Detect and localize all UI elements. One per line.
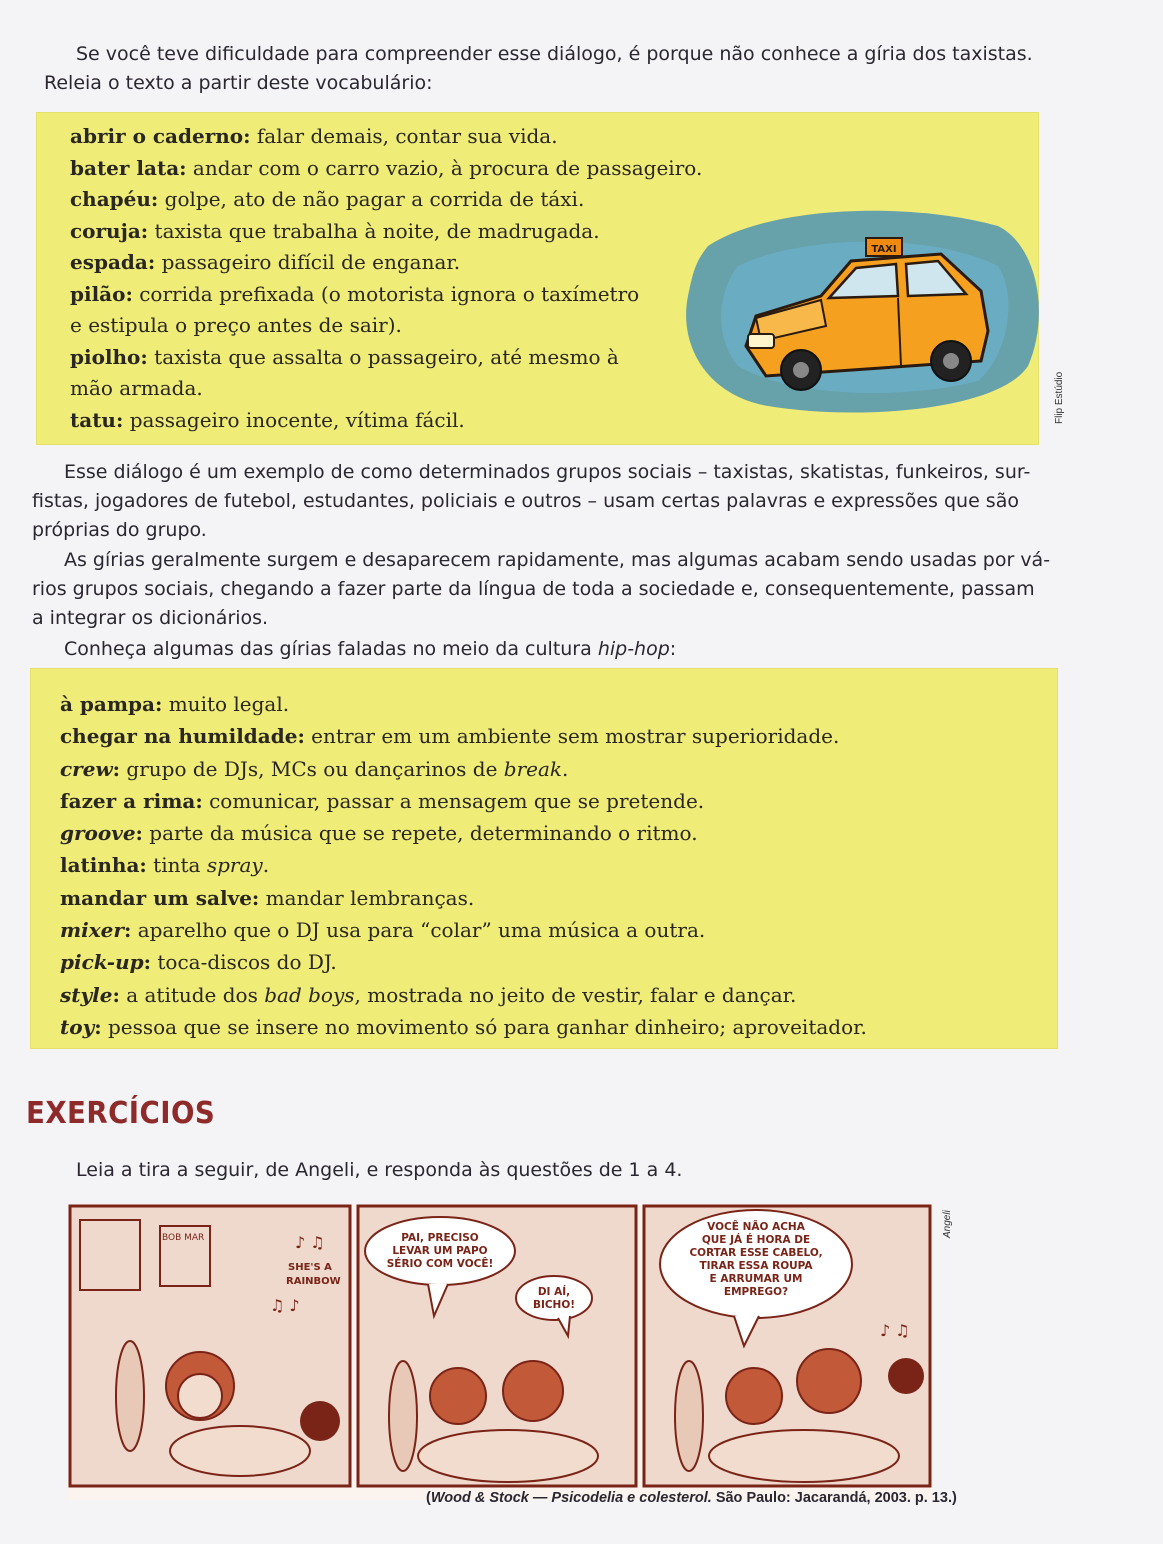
body-line: próprias do grupo. [32, 519, 207, 542]
glossary-definition: a atitude dos [119, 982, 265, 1007]
glossary-term: piolho: [70, 344, 148, 369]
glossary-definition: falar demais, contar sua vida. [250, 124, 558, 148]
panel3-bubble-l3: CORTAR ESSE CABELO, [689, 1247, 823, 1259]
comic-caption [426, 1490, 957, 1506]
glossary-entry [60, 849, 867, 881]
glossary-definition-after: . [262, 853, 270, 878]
glossary-colon: : [123, 918, 132, 943]
caption-rest: São Paulo: Jacarandá, 2003. p. 13.) [711, 1490, 957, 1506]
glossary-definition: grupo de DJs, MCs ou dançarinos de [120, 756, 504, 781]
body-line: rios grupos sociais, chegando a fazer parte da língua de toda a sociedade e, consequentemente, passam [32, 577, 1035, 600]
glossary-entry [70, 121, 702, 153]
glossary-definition: golpe, ato de não pagar a corrida de táxi. [158, 187, 585, 211]
glossary-term: mandar um salve: [60, 885, 260, 910]
glossary-entry [60, 882, 867, 914]
panel2-bubble2-l2: BICHO! [532, 1299, 576, 1311]
intro-line-2: Releia o texto a partir deste vocabulário: [44, 72, 433, 94]
glossary-entry [60, 785, 867, 817]
glossary-entry [60, 720, 867, 752]
glossary-definition: parte da música que se repete, determinando o ritmo. [142, 821, 698, 846]
glossary-entry-continued [70, 310, 702, 342]
glossary-entry [70, 216, 702, 248]
glossary-colon: : [112, 982, 120, 1007]
glossary-colon: : [94, 1014, 102, 1039]
body-text [32, 458, 1052, 633]
glossary-definition: passageiro difícil de enganar. [155, 250, 461, 274]
hiphop-intro-before: Conheça algumas das gírias faladas no meio da cultura [64, 638, 598, 660]
glossary-definition: tinta [146, 853, 207, 878]
glossary-term: chapéu: [70, 187, 159, 211]
glossary-definition: aparelho que o DJ usa para “colar” uma música a outra. [131, 918, 706, 943]
glossary-entry [60, 688, 867, 720]
glossary-term: pick-up [60, 950, 144, 975]
glossary-term: espada: [70, 250, 156, 274]
panel3-bubble-l2: QUE JÁ É HORA DE [701, 1234, 811, 1246]
glossary-colon: : [112, 756, 121, 781]
comic-credit: Angeli [942, 1210, 953, 1238]
taxi-glossary-list [70, 121, 702, 436]
glossary-term: bater lata: [70, 155, 187, 180]
glossary-term: chegar na humildade: [60, 724, 305, 749]
panel3-bubble-l5: E ARRUMAR UM [709, 1273, 803, 1285]
glossary-entry [60, 817, 867, 849]
glossary-definition-italic: break [503, 756, 563, 781]
svg-text:♪ ♫: ♪ ♫ [880, 1321, 910, 1340]
panel2-bubble1-l2: LEVAR UM PAPO [392, 1245, 488, 1257]
comic-panel-2 [358, 1206, 636, 1486]
caption-open: ( [426, 1490, 431, 1506]
glossary-entry [60, 753, 867, 785]
glossary-term: fazer a rima: [60, 788, 203, 813]
glossary-definition: corrida prefixada (o motorista ignora o taxímetro [132, 281, 640, 306]
hiphop-intro-after: : [669, 638, 677, 660]
exercises-instruction: Leia a tira a seguir, de Angeli, e responda às questões de 1 a 4. [76, 1159, 683, 1181]
glossary-entry [70, 153, 702, 185]
glossary-term: latinha: [60, 853, 147, 878]
glossary-entry [70, 184, 702, 216]
glossary-entry [70, 247, 702, 279]
body-paragraph [32, 458, 1052, 546]
intro-paragraph [44, 40, 1124, 98]
glossary-entry [60, 914, 867, 946]
exercises-heading: EXERCÍCIOS [26, 1096, 216, 1131]
glossary-entry [70, 405, 702, 437]
comic-panel-1 [70, 1206, 350, 1486]
panel3-bubble-l6: EMPREGO? [723, 1286, 789, 1298]
glossary-definition-italic: spray [206, 853, 263, 878]
panel1-song-line2: RAINBOW [286, 1276, 341, 1287]
glossary-definition: muito legal. [162, 692, 290, 716]
glossary-term: mixer [60, 918, 124, 943]
glossary-entry [60, 946, 867, 978]
glossary-entry [70, 279, 702, 311]
glossary-term: crew [60, 756, 113, 781]
hiphop-intro-italic: hip-hop [597, 638, 670, 660]
glossary-definition: pessoa que se insere no movimento só para ganhar dinheiro; aproveitador. [101, 1014, 867, 1039]
glossary-definition: passageiro inocente, vítima fácil. [123, 407, 465, 432]
taxi-illustration [678, 206, 1046, 416]
glossary-colon: : [143, 950, 152, 975]
taxi-sign: TAXI [871, 244, 897, 255]
body-paragraph [32, 546, 1052, 634]
body-line: Esse diálogo é um exemplo de como determinados grupos sociais – taxistas, skatistas, funkeiros, sur- [64, 461, 1031, 483]
intro-line-1: Se você teve dificuldade para compreender esse diálogo, é porque não conhece a gíria dos taxistas. [76, 43, 1033, 65]
glossary-definition: toca-discos do DJ. [151, 950, 337, 975]
glossary-term: coruja: [70, 218, 149, 243]
glossary-definition-cont: mão armada. [70, 376, 203, 400]
glossary-definition-after: . [562, 756, 569, 781]
glossary-entry [60, 1011, 867, 1043]
glossary-definition: entrar em um ambiente sem mostrar superioridade. [304, 724, 840, 749]
panel2-bubble1-l3: SÉRIO COM VOCÊ! [386, 1258, 494, 1270]
glossary-term: abrir o caderno: [70, 124, 251, 148]
body-line: a integrar os dicionários. [32, 607, 269, 630]
panel3-bubble-l1: VOCÊ NÃO ACHA [707, 1221, 805, 1233]
glossary-definition: andar com o carro vazio, à procura de passageiro. [186, 155, 703, 180]
taxi-image-credit: Flip Estúdio [1054, 371, 1065, 424]
panel3-bubble-l4: TIRAR ESSA ROUPA [699, 1260, 813, 1272]
svg-text:♫ ♪: ♫ ♪ [270, 1296, 300, 1315]
svg-text:♪ ♫: ♪ ♫ [295, 1233, 325, 1252]
body-line: As gírias geralmente surgem e desaparecem rapidamente, mas algumas acabam sendo usadas por vá- [64, 548, 1051, 571]
panel1-song-line1: SHE'S A [288, 1262, 332, 1273]
glossary-entry-continued [70, 373, 702, 405]
hiphop-glossary-list [60, 688, 867, 1043]
glossary-colon: : [135, 821, 143, 846]
body-line: fistas, jogadores de futebol, estudantes, policiais e outros – usam certas palavras e expressões que são [32, 490, 1019, 513]
glossary-entry [70, 342, 702, 374]
glossary-definition: mandar lembranças. [259, 885, 475, 910]
glossary-term: toy [60, 1014, 95, 1039]
panel2-bubble2-l1: DI AÍ, [537, 1286, 571, 1298]
panel2-speech-bubble-2 [516, 1276, 592, 1320]
caption-title: Wood & Stock — Psicodelia e colesterol. [430, 1490, 712, 1506]
glossary-term: pilão: [70, 281, 133, 306]
hiphop-intro [32, 635, 676, 664]
glossary-definition-italic: bad boys [264, 982, 355, 1007]
panel2-bubble1-l1: PAI, PRECISO [401, 1232, 479, 1244]
glossary-term: groove [60, 821, 136, 846]
glossary-definition: taxista que assalta o passageiro, até mesmo à [147, 344, 619, 369]
glossary-definition: comunicar, passar a mensagem que se pretende. [202, 788, 705, 813]
glossary-entry [60, 979, 867, 1011]
panel1-poster: BOB MAR [162, 1233, 205, 1243]
comic-strip [68, 1204, 934, 1500]
glossary-definition-cont: e estipula o preço antes de sair). [70, 313, 402, 337]
glossary-term: style [60, 982, 113, 1007]
comic-panel-3 [644, 1206, 930, 1486]
glossary-definition: taxista que trabalha à noite, de madrugada. [148, 218, 600, 243]
glossary-term: tatu: [70, 407, 124, 432]
glossary-definition-after: , mostrada no jeito de vestir, falar e dançar. [354, 982, 797, 1007]
glossary-term: à pampa: [60, 692, 163, 716]
